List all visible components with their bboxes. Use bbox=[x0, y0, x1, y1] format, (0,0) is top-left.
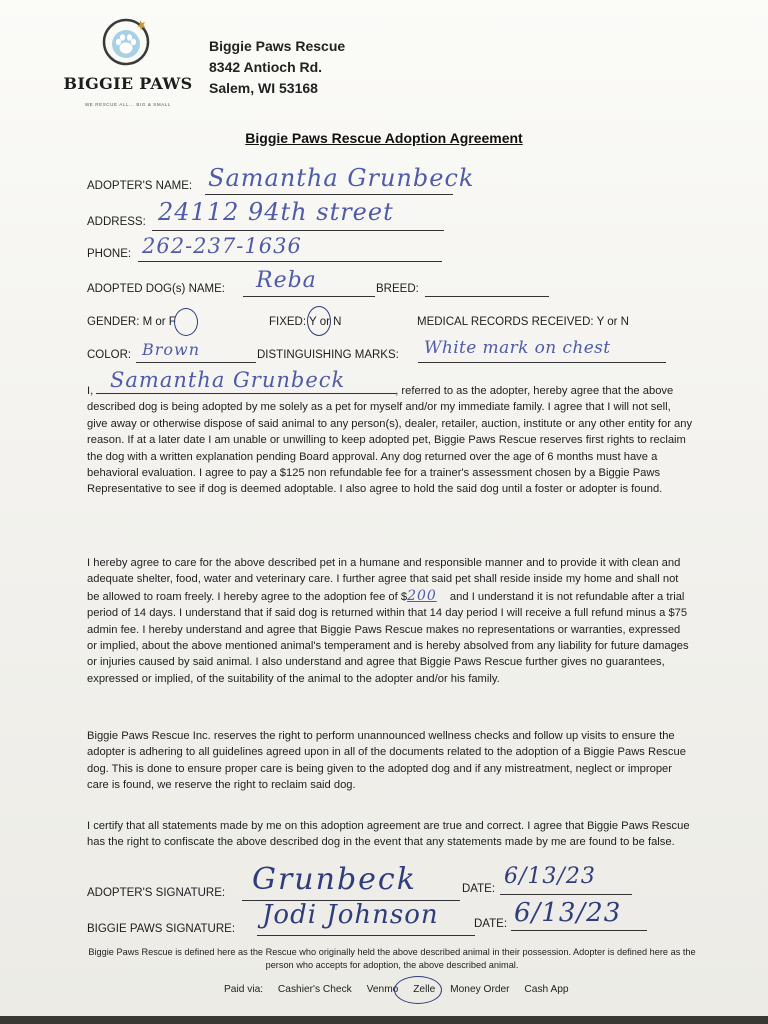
adopter-signature-label: ADOPTER'S SIGNATURE: bbox=[87, 887, 226, 899]
zelle-selected-circle bbox=[394, 976, 442, 1004]
org-street: 8342 Antioch Rd. bbox=[209, 59, 323, 75]
rescue-date[interactable]: 6/13/23 bbox=[514, 898, 622, 928]
adoption-fee-value[interactable]: 200 bbox=[407, 587, 437, 604]
fixed-label: FIXED: Y or N bbox=[269, 316, 342, 328]
distinguishing-marks-label: DISTINGUISHING MARKS: bbox=[257, 349, 399, 361]
paragraph-1-text: , referred to as the adopter, hereby agree that the above described dog is being adopted by me solely as a pet for myself and/or my immediate family. I agree that I will not sell, give away or otherwise dispose of said animal to any person(s), dealer, retailer, auction, institute or any other entity for any reason. If at a later date I am unable or unwilling to keep adopted pet, Biggie Paws Rescue reserves first rights to reclaim the dog with a written explanation pending Board approval. Any dog returned over the age of 6 months must have a behavioral evaluation. I agree to pay a $125 non refundable fee for a trainer's assessment chosen by a Biggie Paws Representative to see if dog is deemed adoptable. I also agree to hold the said dog until a foster or adopter is found. bbox=[87, 385, 693, 496]
breed-line[interactable] bbox=[425, 296, 549, 297]
dog-name-label: ADOPTED DOG(s) NAME: bbox=[87, 283, 226, 295]
paid-via-label: Paid via: bbox=[224, 984, 264, 995]
color-value[interactable]: Brown bbox=[142, 340, 201, 359]
adopter-name-line bbox=[205, 194, 453, 195]
gender-label: GENDER: M or F bbox=[87, 316, 176, 328]
phone-value[interactable]: 262-237-1636 bbox=[142, 234, 302, 258]
phone-line bbox=[138, 261, 442, 262]
payment-option-zelle[interactable]: Zelle bbox=[413, 984, 436, 995]
logo-tagline: WE RESCUE ALL... BIG & SMALL bbox=[84, 102, 172, 107]
rescue-signature-line bbox=[257, 935, 475, 936]
payment-option-money-order[interactable]: Money Order bbox=[450, 984, 510, 995]
dog-name-value[interactable]: Reba bbox=[256, 268, 317, 293]
fixed-yes-circle[interactable] bbox=[307, 306, 331, 336]
signer-prefix: I, bbox=[87, 385, 94, 397]
breed-label: BREED: bbox=[376, 283, 419, 295]
color-line bbox=[136, 362, 256, 363]
marks-value[interactable]: White mark on chest bbox=[424, 338, 611, 358]
adopter-signature[interactable]: Grunbeck bbox=[252, 862, 417, 897]
paragraph-2-text-b: and I understand it is not refundable after a trial period of 14 days. I understand that if said dog is returned within that 14 day period I will receive a full refund minus a $75 admin fee. I hereby understand and agree that Biggie Paws Rescue makes no representations or warranties, expressed or implied, about the above mentioned animal's temperament and is hereby absolved from any liability for future damages or injuries caused by said animal. I also understand and agree that Biggie Paws Rescue further gives no guarantees, expressed or implied, of the suitability of the animal to the adopter and/or his family. bbox=[87, 590, 689, 685]
paragraph-2-text-a: I hereby agree to care for the above described pet in a humane and responsible manner and to provide it with clean and adequate shelter, food, water and veterinary care. I further agree that said pet shall reside inside my home and shall not be allowed to roam freely. I hereby agree to the adoption fee of $ bbox=[87, 557, 681, 603]
payment-option-cashiers-check[interactable]: Cashier's Check bbox=[277, 984, 352, 995]
org-address-block bbox=[209, 36, 345, 99]
logo-wordmark: BIGGIE PAWS bbox=[63, 74, 193, 93]
date-line-2 bbox=[511, 930, 647, 931]
org-city: Salem, WI 53168 bbox=[209, 80, 318, 96]
agreement-paragraph-4: I certify that all statements made by me on this adoption agreement are true and correct. I agree that Biggie Paws Rescue has the right to confiscate the above described dog in the event that any statements made by me are found to be false. bbox=[87, 820, 690, 849]
agreement-paragraph-1 bbox=[87, 383, 693, 498]
address-label: ADDRESS: bbox=[87, 216, 146, 228]
date-label-1: DATE: bbox=[462, 883, 496, 895]
page-title: Biggie Paws Rescue Adoption Agreement bbox=[245, 130, 523, 146]
adopter-date[interactable]: 6/13/23 bbox=[504, 864, 596, 889]
signer-name-value[interactable]: Samantha Grunbeck bbox=[110, 368, 346, 392]
phone-label: PHONE: bbox=[87, 248, 132, 260]
medical-records-label: MEDICAL RECORDS RECEIVED: Y or N bbox=[417, 316, 629, 328]
date-label-2: DATE: bbox=[474, 918, 508, 930]
definitions-footnote: Biggie Paws Rescue is defined here as the Rescue who originally held the above described animal in their possession. Adopter is defined here as the person who accepts for adoption, the above described animal. bbox=[88, 947, 696, 970]
adopter-name-value[interactable]: Samantha Grunbeck bbox=[208, 164, 475, 192]
logo bbox=[62, 14, 194, 114]
rescue-signature-label: BIGGIE PAWS SIGNATURE: bbox=[87, 923, 236, 935]
marks-line bbox=[418, 362, 666, 363]
adopter-name-label: ADOPTER'S NAME: bbox=[87, 180, 193, 192]
org-name: Biggie Paws Rescue bbox=[209, 38, 346, 54]
address-line bbox=[152, 230, 444, 231]
agreement-paragraph-2 bbox=[87, 555, 693, 687]
payment-option-cash-app[interactable]: Cash App bbox=[524, 984, 569, 995]
rescue-signature[interactable]: Jodi Johnson bbox=[262, 900, 439, 930]
color-label: COLOR: bbox=[87, 349, 132, 361]
date-line-1 bbox=[500, 894, 632, 895]
table-edge bbox=[0, 1016, 768, 1024]
dog-name-line bbox=[243, 296, 375, 297]
agreement-paragraph-3: Biggie Paws Rescue Inc. reserves the right to perform unannounced wellness checks and follow up visits to ensure the adopter is adhering to all guidelines agreed upon in all of the documents related to the adoption of a Biggie Paws Rescue dog. This is done to ensure proper care is being given to the adopted dog and if any mistreatment, neglect or improper care is found, we reserve the right to reclaim said dog. bbox=[87, 730, 686, 792]
address-value[interactable]: 24112 94th street bbox=[158, 198, 394, 226]
gender-female-circle[interactable] bbox=[174, 308, 198, 336]
paw-logo-icon bbox=[100, 14, 152, 66]
payment-option-venmo[interactable]: Venmo bbox=[366, 984, 399, 995]
